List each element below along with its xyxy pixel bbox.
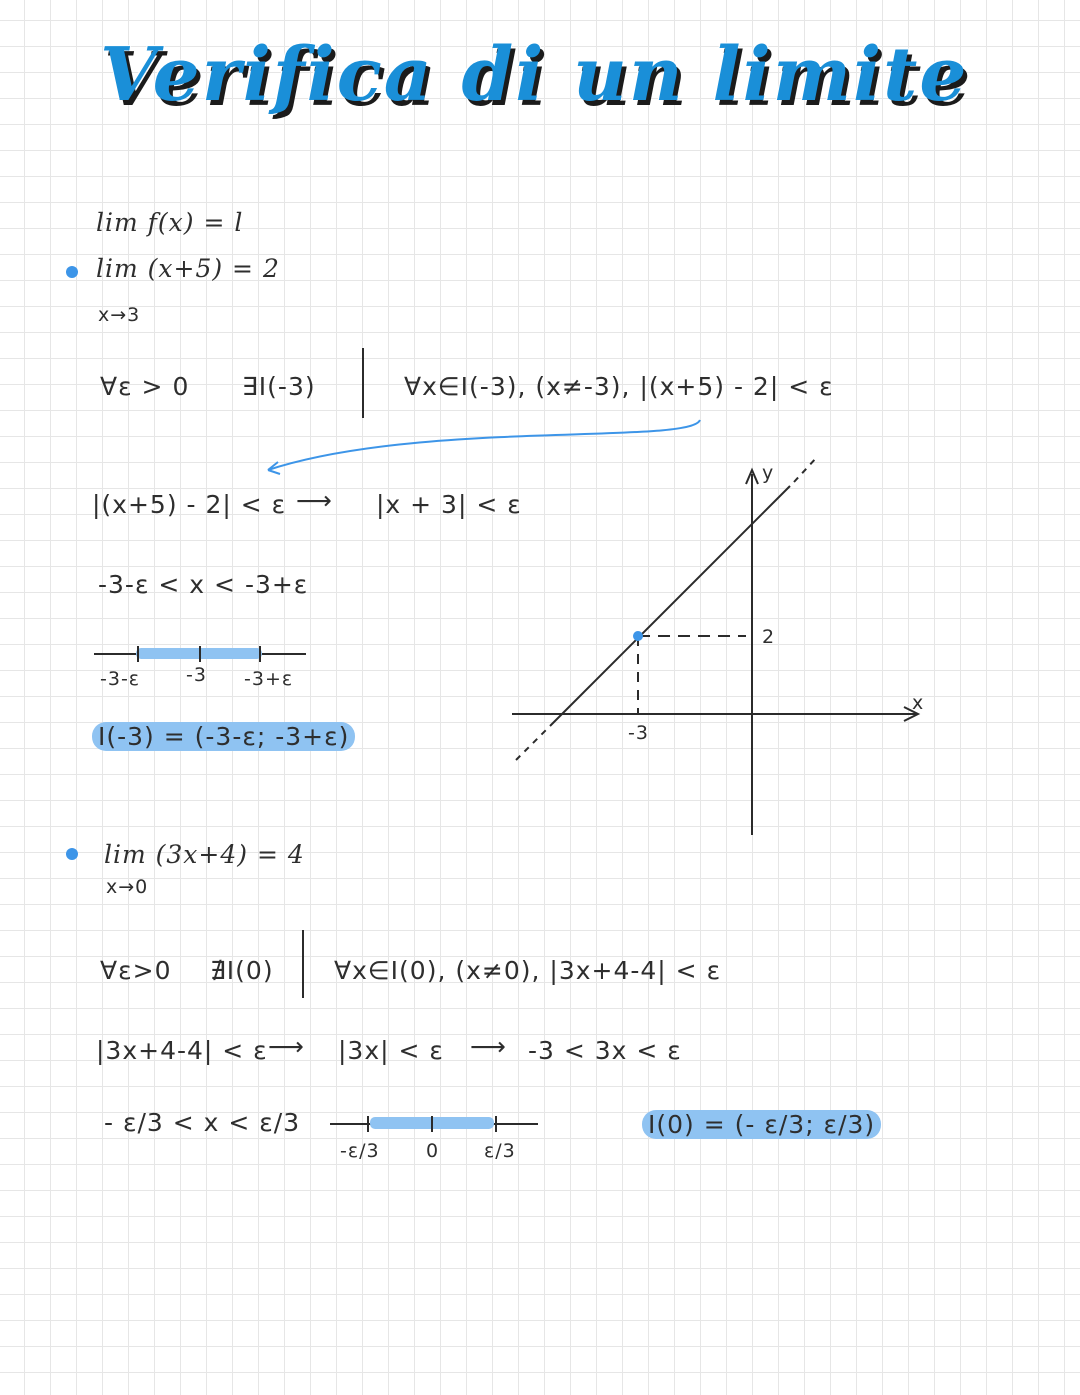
forall-epsilon-2: ∀ε>0 [100,956,172,985]
x-axis-label: x [912,692,925,714]
limit-definition: lim f(x) = l [96,208,244,237]
arrow-icon: ⟶ [268,1032,305,1061]
x-value-label: -3 [628,722,649,744]
function-graph [500,460,940,850]
exists-interval-1: ∃I(-3) [242,372,316,401]
tick-label-left-2: -ε/3 [340,1140,380,1162]
such-that-bar-2 [302,930,304,998]
tick-label-right-2: ε/3 [484,1140,516,1162]
inequality-2: - ε/3 < x < ε/3 [104,1108,301,1137]
arrow-icon: ⟶ [470,1032,507,1061]
step-1-2: |3x+4-4| < ε [96,1036,268,1065]
condition-1: ∀x∈I(-3), (x≠-3), |(x+5) - 2| < ε [404,372,834,401]
limit-subscript-1: x→3 [98,304,141,326]
forall-epsilon-1: ∀ε > 0 [100,372,190,401]
bullet-point [66,848,78,860]
y-value-label: 2 [762,626,776,648]
condition-2: ∀x∈I(0), (x≠0), |3x+4-4| < ε [334,956,722,985]
y-axis-label: y [762,462,775,484]
interval-result-1: I(-3) = (-3-ε; -3+ε) [92,722,355,751]
step-2-2: |3x| < ε [338,1036,444,1065]
interval-result-2: I(0) = (- ε/3; ε/3) [642,1110,881,1139]
step-3-2: -3 < 3x < ε [528,1036,682,1065]
inequality-1: -3-ε < x < -3+ε [98,570,309,599]
not-exists-interval-2: ∄I(0) [210,956,274,985]
arrow-icon: ⟶ [296,486,333,515]
step-right-1: |x + 3| < ε [376,490,522,519]
number-line-2 [326,1110,546,1140]
tick-label-left-1: -3-ε [100,668,141,690]
limit-expression-1: lim (x+5) = 2 [96,254,280,283]
tick-label-right-1: -3+ε [244,668,294,690]
tick-label-mid-1: -3 [186,664,207,686]
limit-subscript-2: x→0 [106,876,149,898]
tick-label-mid-2: 0 [426,1140,440,1162]
page-title: Verifica di un limite [100,32,969,118]
step-left-1: |(x+5) - 2| < ε [92,490,287,519]
limit-expression-2: lim (3x+4) = 4 [104,840,305,869]
